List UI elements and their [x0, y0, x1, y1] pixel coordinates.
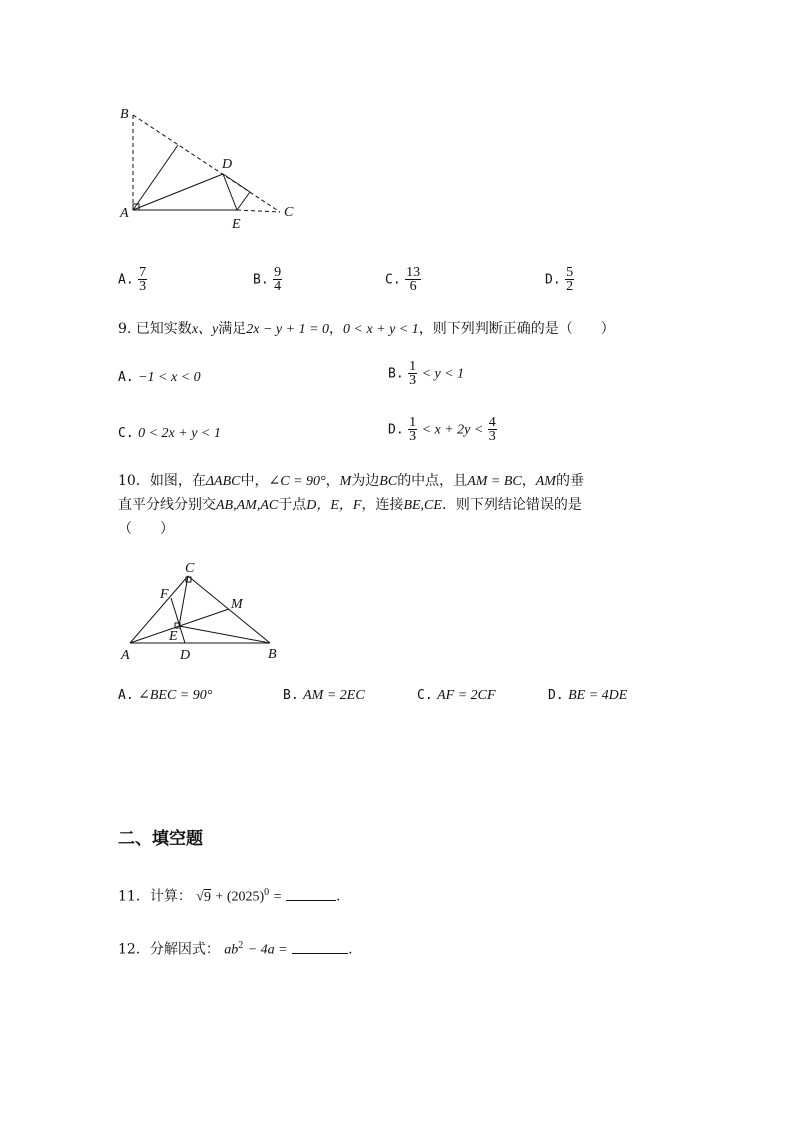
- stem-text: ，: [325, 473, 340, 489]
- segment-BC: [133, 115, 280, 212]
- denominator: 3: [409, 373, 417, 388]
- q8-option-b[interactable]: [253, 266, 282, 293]
- q10-stem-line-2: [118, 496, 582, 515]
- q9-option-a[interactable]: [118, 368, 201, 387]
- stem-text: 的中点，且: [397, 473, 468, 489]
- option-expression: ∠BEC = 90°: [138, 688, 213, 703]
- option-label: C.: [118, 426, 134, 441]
- fraction: [408, 416, 417, 443]
- label-B: B: [268, 647, 277, 662]
- question-number: 12．: [118, 941, 150, 958]
- q9-stem: [118, 320, 615, 339]
- denominator: 4: [274, 279, 282, 294]
- q8-option-a[interactable]: [118, 266, 147, 293]
- q8-option-c[interactable]: [385, 266, 421, 293]
- inequality-1: 0 < x + y < 1: [343, 322, 419, 337]
- q10-option-c[interactable]: [417, 686, 496, 705]
- variables: x、y: [191, 322, 219, 337]
- option-label: A.: [118, 370, 134, 385]
- numerator: 9: [274, 265, 282, 280]
- sqrt-expression: [196, 889, 211, 905]
- label-A: A: [121, 648, 130, 663]
- stem-text: 于点: [278, 497, 307, 513]
- option-expression: BE = 4DE: [568, 688, 628, 703]
- option-label: B.: [253, 272, 269, 288]
- denominator: 3: [409, 429, 417, 444]
- stem-text: 满足: [218, 321, 247, 337]
- stem-text: ．则下列结论错误的是: [441, 497, 582, 513]
- fraction: [273, 266, 282, 293]
- segment-AD: [133, 174, 223, 210]
- label-M: M: [231, 597, 243, 612]
- question-number: 9.: [118, 321, 132, 337]
- stem-text: 10．如图，在: [118, 473, 206, 489]
- segment-bc: BC: [379, 474, 398, 489]
- period: .: [348, 941, 353, 958]
- q10-stem-line-1: [118, 472, 584, 491]
- label-E: E: [169, 629, 178, 644]
- stem-text: ，则下列判断正确的是（ ）: [418, 321, 615, 337]
- label-D: D: [222, 157, 233, 172]
- q10-stem-line-3: [118, 520, 174, 538]
- segment-E-side: [237, 192, 250, 210]
- numerator: 4: [488, 415, 496, 430]
- denominator: 6: [409, 279, 417, 294]
- q10-option-a[interactable]: [118, 686, 212, 705]
- figure-triangle-1: [110, 100, 310, 235]
- label-C: C: [284, 205, 294, 220]
- label-D: D: [180, 648, 191, 663]
- label-F: F: [160, 587, 169, 602]
- answer-blank[interactable]: [292, 939, 348, 954]
- option-label: D.: [388, 422, 404, 438]
- denominator: 3: [488, 429, 496, 444]
- answer-bracket: （ ）: [118, 521, 174, 537]
- stem-text: 中，: [240, 473, 269, 489]
- denominator: 3: [139, 279, 147, 294]
- equals: =: [273, 889, 282, 905]
- q9-option-d[interactable]: [388, 416, 497, 443]
- stem-text: ，: [521, 473, 536, 489]
- fraction: [488, 416, 497, 443]
- segment-CE: [179, 576, 188, 626]
- option-label: D.: [545, 272, 561, 288]
- q12: [118, 937, 353, 960]
- fraction: [138, 266, 147, 293]
- segment-am: AM: [535, 474, 556, 489]
- fraction: [405, 266, 421, 293]
- radicand: 9: [203, 889, 211, 905]
- stem-text: 直平分线分别交: [118, 497, 216, 513]
- option-expression: < x + 2y <: [421, 422, 484, 438]
- triangle-name: ΔABC: [205, 474, 241, 489]
- expression: − 4a =: [247, 942, 288, 958]
- points: D，E，F: [306, 498, 362, 513]
- equation-1: 2x − y + 1 = 0: [246, 322, 330, 337]
- q11: [118, 884, 340, 907]
- fraction: [565, 266, 574, 293]
- option-expression: < y < 1: [421, 366, 465, 382]
- numerator: 13: [406, 265, 421, 280]
- numerator: 1: [409, 415, 417, 430]
- numerator: 7: [139, 265, 147, 280]
- option-label: B.: [388, 366, 404, 382]
- q10-option-d[interactable]: [548, 686, 627, 705]
- separator: ，: [329, 321, 344, 337]
- point-m: M: [339, 474, 352, 489]
- question-text: 分解因式：: [149, 941, 220, 958]
- option-label: C.: [417, 688, 433, 703]
- segment-D-side: [223, 174, 250, 192]
- segments: AB,AM,AC: [216, 498, 279, 513]
- numerator: 5: [566, 265, 574, 280]
- exponent: 0: [264, 887, 270, 898]
- q10-option-b[interactable]: [283, 686, 365, 705]
- radical-sign-icon: √: [196, 889, 204, 905]
- segment-DE: [223, 174, 237, 210]
- stem-text: 为边: [351, 473, 380, 489]
- expression: ab: [224, 942, 239, 958]
- segment-A-to-BC: [133, 145, 178, 210]
- stem-text: 的垂: [555, 473, 584, 489]
- option-label: C.: [385, 272, 401, 288]
- section-title: 二、填空题: [118, 829, 203, 849]
- denominator: 2: [566, 279, 574, 294]
- figure-triangle-2: [115, 558, 290, 664]
- option-expression: 0 < 2x + y < 1: [138, 426, 221, 441]
- angle-condition: ∠C = 90°: [268, 474, 326, 489]
- label-B: B: [120, 107, 129, 122]
- label-A: A: [120, 206, 129, 221]
- option-expression: AM = 2EC: [303, 688, 365, 703]
- segment-EC: [237, 210, 280, 212]
- answer-blank[interactable]: [286, 886, 336, 901]
- question-number: 11．: [118, 888, 150, 905]
- segments: BE,CE: [403, 498, 442, 513]
- option-label: D.: [548, 688, 564, 703]
- equation: AM = BC: [467, 474, 522, 489]
- option-expression: AF = 2CF: [437, 688, 496, 703]
- segment-BE: [179, 626, 270, 643]
- option-label: B.: [283, 688, 299, 703]
- stem-text: 已知实数: [135, 321, 192, 337]
- option-expression: −1 < x < 0: [138, 370, 201, 385]
- question-text: 计算：: [149, 888, 192, 905]
- period: .: [335, 888, 341, 905]
- stem-text: ，连接: [361, 497, 404, 513]
- exponent: 2: [238, 940, 244, 951]
- numerator: 1: [409, 359, 417, 374]
- fraction: [408, 360, 417, 387]
- label-C: C: [185, 561, 195, 576]
- label-E: E: [232, 217, 241, 232]
- q9-option-c[interactable]: [118, 424, 221, 443]
- expression: + (2025): [215, 889, 265, 905]
- q9-option-b[interactable]: [388, 360, 464, 387]
- option-label: A.: [118, 272, 134, 288]
- q8-option-d[interactable]: [545, 266, 574, 293]
- option-label: A.: [118, 688, 134, 703]
